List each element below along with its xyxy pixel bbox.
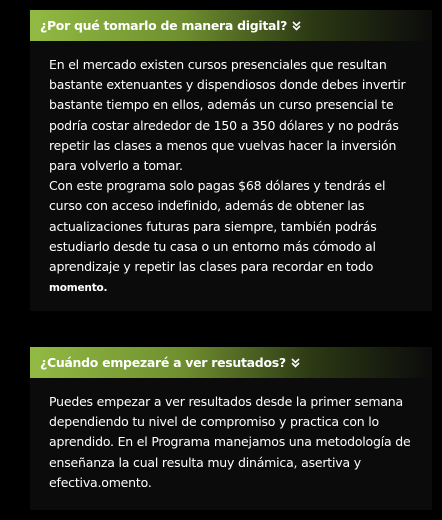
faq-answer-text-end: momento. [49,282,108,295]
faq-item-digital [30,10,432,311]
faq-question-header[interactable] [30,10,432,41]
faq-answer-text: Con este programa solo pagas $68 dólares y tendrás el curso con acceso indefinido, además de obtener las actualizaciones futuras para siempre, también podrás estudiarlo desde tu casa o un entorno más cómodo al aprendizaje y repetir las clases para recordar en todo [49,178,386,275]
faq-answer-paragraph: Puedes empezar a ver resultados desde la primer semana dependiendo tu nivel de compromiso y practica con lo aprendido. En el Programa manejamos una metodología de enseñanza la cual resulta muy dinámica, asertiva y efectiva.omento. [49,394,411,490]
double-chevron-down-icon [292,21,301,31]
faq-question-title: ¿Por qué tomarlo de manera digital? [40,18,288,33]
faq-answer-paragraph [49,176,420,298]
faq-item-resultados [30,347,432,510]
faq-question-header[interactable] [30,347,432,378]
faq-answer [30,41,432,298]
double-chevron-down-icon [291,358,300,368]
faq-answer-paragraph: En el mercado existen cursos presenciales que resultan bastante extenuantes y dispendiosos donde debes invertir bastante tiempo en ellos, además un curso presencial te podría costar alrededor de 150 a 350 dólares y no podrás repetir las clases a menos que vuelvas hacer la inversión para volverlo a tomar. [49,57,406,174]
faq-question-title: ¿Cuándo empezaré a ver resutados? [40,355,286,370]
faq-answer [30,378,432,493]
